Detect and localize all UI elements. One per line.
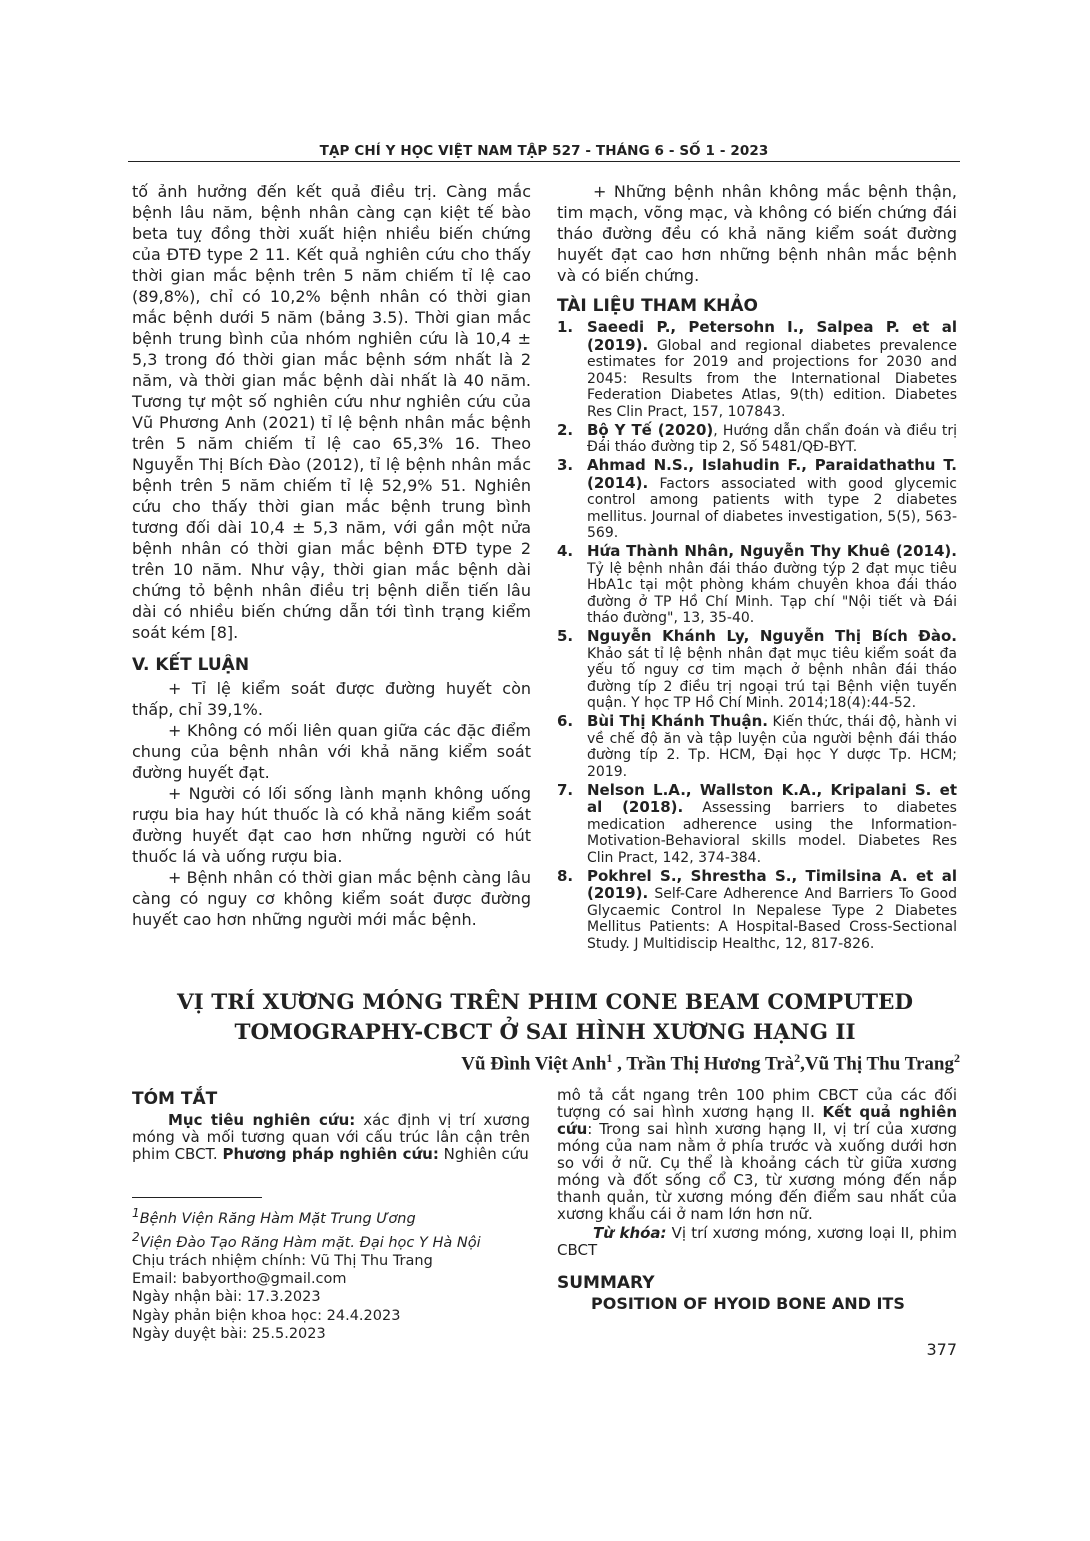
- reference-authors: Nguyễn Khánh Ly, Nguyễn Thị Bích Đào.: [587, 627, 957, 645]
- abstract-heading: TÓM TẮT: [132, 1089, 218, 1109]
- affiliation-2-text: Viện Đào Tạo Răng Hàm mặt. Đại học Y Hà Nội: [139, 1234, 481, 1251]
- reference-authors: Saeedi P., Petersohn I., Salpea P. et al (2019).: [587, 318, 957, 354]
- reference-item: [557, 422, 957, 456]
- conclusion-item-5: + Những bệnh nhân không mắc bệnh thận, tim mạch, võng mạc, và không có biến chứng đái tháo đường đều có khả năng kiểm soát đường huyết đạt cao hơn những bệnh nhân mắc bệnh và có biến chứng.: [557, 182, 957, 285]
- footnote-rule: [132, 1197, 262, 1198]
- reference-authors: Bùi Thị Khánh Thuận.: [587, 712, 768, 730]
- results-text: : Trong sai hình xương hạng II, vị trí của xương móng của nam nằm ở phía trước và xuống dưới hơn so với ở nữ. Cụ thể là khoảng cách từ giữa xương móng và đốt sống cổ C3, từ xương móng đến nắp thanh quản, từ xương móng đến điểm sau nhất của xương khẩu cái ở nam lớn hơn nữ.: [557, 1120, 957, 1223]
- keywords-text: Vị trí xương móng, xương loại II, phim CBCT: [557, 1224, 957, 1259]
- author-2-affiliation: 2: [794, 1051, 801, 1065]
- reference-authors: Pokhrel S., Shrestha S., Timilsina A. et al (2019).: [587, 866, 957, 902]
- results-label: Kết quả nghiên cứu: [557, 1103, 957, 1138]
- conclusion-heading: V. KẾT LUẬN: [132, 655, 250, 675]
- reference-item: [557, 319, 957, 420]
- reference-authors: Ahmad N.S., Islahudin F., Paraidathathu T. (2014).: [587, 456, 957, 492]
- reference-number: 7.: [557, 780, 574, 799]
- reference-number: 2.: [557, 420, 574, 439]
- author-3-affiliation: 2: [954, 1051, 960, 1065]
- affiliation-1: [132, 1204, 530, 1228]
- abstract-left: [132, 1087, 530, 1343]
- reference-number: 1.: [557, 318, 574, 336]
- method-label: Phương pháp nghiên cứu:: [222, 1145, 439, 1163]
- reference-text: , Hướng dẫn chẩn đoán và điều trị Đái tháo đường tip 2, Số 5481/QĐ-BYT.: [587, 422, 957, 455]
- journal-header: TẠP CHÍ Y HỌC VIỆT NAM TẬP 527 - THÁNG 6 - SỐ 1 - 2023: [319, 143, 769, 159]
- left-column: [132, 181, 531, 930]
- reference-authors: Bộ Y Tế (2020): [587, 420, 714, 439]
- reference-list: [557, 319, 957, 952]
- summary-heading: SUMMARY: [557, 1273, 655, 1293]
- conclusion-item-1: + Tỉ lệ kiểm soát được đường huyết còn thấp, chỉ 39,1%.: [132, 679, 531, 719]
- reference-text: Factors associated with good glycemic control among patients with type 2 diabetes mellitus. Journal of diabetes investigation, 5(5), 563-569.: [587, 475, 957, 541]
- reference-text: Tỷ lệ bệnh nhân đái tháo đường týp 2 đạt mục tiêu HbA1c tại một phòng khám chuyên khoa đái tháo đường ở TP Hồ Chí Minh. Tạp chí "Nội tiết và Đái tháo đường", 13, 35-40.: [587, 560, 957, 626]
- affiliation-1-text: Bệnh Viện Răng Hàm Mặt Trung Ương: [139, 1210, 416, 1227]
- abstract-right: [557, 1087, 957, 1312]
- discussion-paragraph: tố ảnh hưởng đến kết quả điều trị. Càng mắc bệnh lâu năm, bệnh nhân càng cạn kiệt tế bào beta tuỵ đồng thời xuất hiện nhiều biến chứng của ĐTĐ type 2 11. Kết quả nghiên cứu cho thấy thời gian mắc bệnh trên 5 năm chiếm tỉ lệ cao (89,8%), chỉ có 10,2% bệnh nhân có thời gian mắc bệnh dưới 5 năm (bảng 3.5). Thời gian mắc bệnh trung bình của nhóm nghiên cứu là 10,4 ± 5,3 trong đó thời gian mắc bệnh sớm nhất là 2 năm, và thời gian mắc bệnh dài nhất là 40 năm. Tương tự một số nghiên cứu như nghiên cứu của Vũ Phương Anh (2021) tỉ lệ bệnh nhân mắc bệnh trên 5 năm chiếm tỉ lệ cao 65,3% 16. Theo Nguyễn Thị Bích Đào (2012), tỉ lệ bệnh nhân mắc bệnh trên 5 năm chiếm tỉ lệ 52,9% 51. Nghiên cứu cho thấy thời gian mắc bệnh trung bình tương đối dài 10,4 ± 5,3 năm, với gần một nửa bệnh nhân có thời gian mắc bệnh ĐTĐ type 2 trên 10 năm. Như vậy, thời gian mắc bệnh dài chứng tỏ bệnh nhân điều trị bệnh diễn tiến lâu dài có nhiều biến chứng dẫn tới tình trạng kiểm soát kém [8].: [132, 182, 531, 642]
- reference-text: Khảo sát tỉ lệ bệnh nhân đạt mục tiêu kiểm soát đa yếu tố nguy cơ tim mạch ở bệnh nhân đái tháo đường típ 2 điều trị ngoại trú tại Bệnh viện tuyến quận. Y học TP Hồ Chí Minh. 2014;18(4):44-52.: [587, 645, 957, 711]
- author-1-affiliation: 1: [606, 1051, 613, 1065]
- author-3: ,Vũ Thị Thu Trang: [800, 1053, 954, 1075]
- received-date: Ngày nhận bài: 17.3.2023: [132, 1289, 321, 1306]
- email: Email: babyortho@gmail.com: [132, 1271, 347, 1288]
- reference-item: [557, 457, 957, 542]
- reference-item: [557, 868, 957, 953]
- reference-text: Kiến thức, thái độ, hành vi về chế độ ăn và tập luyện của người bệnh đái tháo đường típ 2. Tp. HCM, Đại học Y dược Tp. HCM; 2019.: [587, 714, 958, 780]
- affiliation-1-mark: 1: [132, 1206, 140, 1220]
- reference-authors: Hứa Thành Nhân, Nguyễn Thy Khuê (2014).: [587, 542, 957, 560]
- article-title-line-1: VỊ TRÍ XƯƠNG MÓNG TRÊN PHIM CONE BEAM COMPUTED: [176, 990, 913, 1015]
- reference-number: 6.: [557, 712, 574, 730]
- article-authors: [360, 1051, 960, 1075]
- reference-item: [557, 713, 957, 780]
- keywords-label: Từ khóa:: [593, 1224, 667, 1242]
- author-1: Vũ Đình Việt Anh: [461, 1053, 607, 1075]
- abstract-results: [557, 1087, 957, 1223]
- reference-text: Assessing barriers to diabetes medication adherence using the Information-Motivation-Behavioral skills model. Diabetes Res Clin Pract, 142, 374-384.: [587, 800, 957, 866]
- affiliation-2: [132, 1228, 530, 1252]
- affiliation-2-mark: 2: [132, 1230, 140, 1245]
- reference-number: 8.: [557, 866, 574, 885]
- reference-number: 4.: [557, 542, 574, 560]
- objective-text: xác định vị trí xương móng và mối tương quan với cấu trúc lân cận trên phim CBCT.: [132, 1111, 530, 1163]
- reference-text: Self-Care Adherence And Barriers To Good Glycaemic Control In Nepalese Type 2 Diabetes Mellitus Patients: A Hospital-Based Cross-Sectional Study. J Multidiscip Healthc, 12, 817-826.: [587, 886, 957, 952]
- objective-label: Mục tiêu nghiên cứu:: [168, 1111, 356, 1129]
- abstract-objective: [132, 1112, 530, 1163]
- article-title: [150, 988, 940, 1048]
- right-column: [557, 181, 957, 954]
- reference-number: 3.: [557, 456, 574, 474]
- abstract-continued: mô tả cắt ngang trên 100 phim CBCT của các đối tượng có sai hình xương hạng II.: [557, 1086, 957, 1121]
- reference-item: [557, 543, 957, 627]
- reference-item: [557, 782, 957, 867]
- page-number: 377: [926, 1340, 957, 1359]
- conclusion-item-4: + Bệnh nhân có thời gian mắc bệnh càng lâu càng có nguy cơ không kiểm soát được đường huyết cao hơn những người mới mắc bệnh.: [132, 868, 531, 929]
- conclusion-item-3: + Người có lối sống lành mạnh không uống rượu bia hay hút thuốc là có khả năng kiểm soát đường huyết đạt cao hơn những người có hút thuốc lá và uống rượu bia.: [132, 784, 531, 866]
- keywords: [557, 1225, 957, 1259]
- summary-title: POSITION OF HYOID BONE AND ITS: [591, 1294, 905, 1313]
- author-2: , Trần Thị Hương Trà: [612, 1053, 795, 1075]
- conclusion-item-2: + Không có mối liên quan giữa các đặc điểm chung của bệnh nhân với khả năng kiểm soát đường huyết đạt.: [132, 721, 531, 782]
- header-rule: [128, 161, 960, 162]
- reference-authors: Nelson L.A., Wallston K.A., Kripalani S. et al (2018).: [587, 780, 957, 816]
- reference-item: [557, 628, 957, 712]
- reference-number: 5.: [557, 627, 574, 645]
- method-text: Nghiên cứu: [438, 1145, 529, 1163]
- footnotes: [132, 1204, 530, 1343]
- review-date: Ngày phản biện khoa học: 24.4.2023: [132, 1307, 401, 1324]
- reference-text: Global and regional diabetes prevalence estimates for 2019 and projections for 2030 and 2045: Results from the International Diabetes Federation Diabetes Atlas, 9(th) edition. Diabetes Res Clin Pract, 157, 107843.: [587, 337, 957, 420]
- article-title-line-2: TOMOGRAPHY-CBCT Ở SAI HÌNH XƯƠNG HẠNG II: [234, 1020, 856, 1045]
- corresponding-author: Chịu trách nhiệm chính: Vũ Thị Thu Trang: [132, 1253, 433, 1270]
- accepted-date: Ngày duyệt bài: 25.5.2023: [132, 1325, 326, 1342]
- references-heading: TÀI LIỆU THAM KHẢO: [557, 296, 758, 316]
